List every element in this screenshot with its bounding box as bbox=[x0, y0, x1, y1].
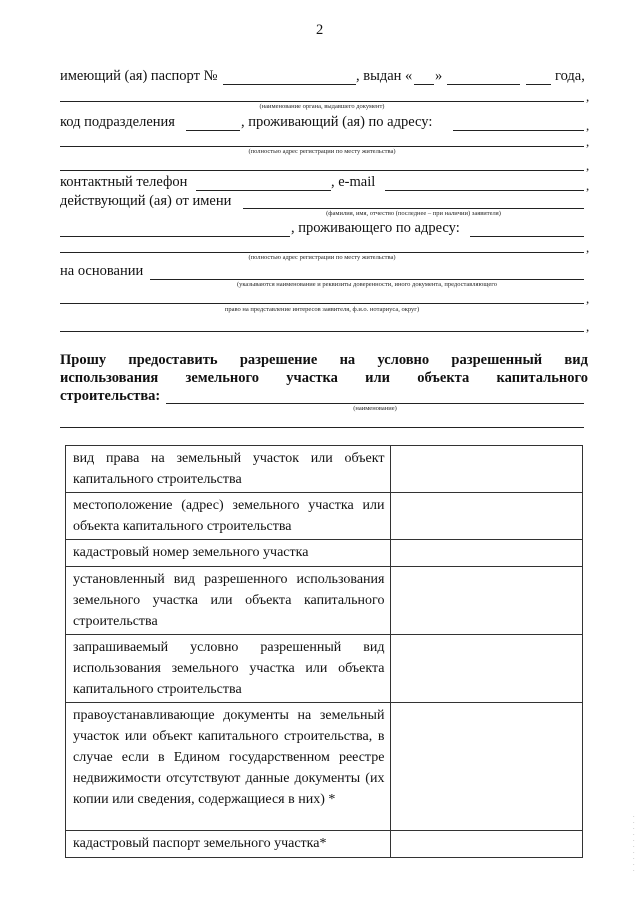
basis-caption-2: право на представление интересов заявителя, ф.и.о. нотариуса, округ) bbox=[224, 306, 420, 313]
division-code-field[interactable] bbox=[186, 130, 240, 131]
applicant-address-field-2[interactable] bbox=[60, 252, 584, 253]
basis-label: на основании bbox=[60, 263, 144, 279]
address2-caption: (полностью адрес регистрации по месту жительства) bbox=[248, 254, 396, 261]
request-word: использования bbox=[60, 370, 159, 386]
comma: , bbox=[586, 178, 590, 193]
comma: , bbox=[586, 118, 590, 133]
object-name-caption: (наименование) bbox=[353, 405, 397, 412]
table-label-cell bbox=[66, 703, 391, 831]
applicant-name-field[interactable] bbox=[243, 208, 584, 209]
table-label-cell bbox=[66, 831, 391, 858]
request-word: вид bbox=[564, 352, 588, 368]
comma: , bbox=[586, 319, 590, 334]
residing2-label: , проживающего по адресу: bbox=[291, 220, 460, 236]
basis-field-1[interactable] bbox=[150, 279, 584, 280]
request-word: объекта bbox=[417, 370, 470, 386]
table-row bbox=[66, 635, 583, 703]
quote-close: » bbox=[435, 68, 443, 84]
table-label-cell bbox=[66, 446, 391, 493]
table-row bbox=[66, 567, 583, 635]
request-word: капитального bbox=[496, 370, 588, 386]
object-name-field[interactable] bbox=[166, 403, 584, 404]
table-label-cell bbox=[66, 635, 391, 703]
request-word: предоставить bbox=[128, 352, 218, 368]
passport-label: имеющий (ая) паспорт № bbox=[60, 68, 218, 84]
table-row bbox=[66, 703, 583, 831]
request-word: участка bbox=[286, 370, 338, 386]
request-word: или bbox=[365, 370, 391, 386]
address-caption: (полностью адрес регистрации по месту жительства) bbox=[248, 148, 396, 155]
comma: , bbox=[586, 89, 590, 104]
comma: , bbox=[586, 291, 590, 306]
applicant-name-field-2[interactable] bbox=[60, 236, 290, 237]
table-value-cell[interactable] bbox=[391, 703, 583, 831]
request-line-2 bbox=[60, 370, 588, 387]
request-word: условно bbox=[377, 352, 430, 368]
division-code-label: код подразделения bbox=[60, 114, 175, 130]
email-label: , e-mail bbox=[331, 174, 376, 190]
basis-caption-1: (указываются наименование и реквизиты доверенности, иного документа, предоставляющего bbox=[236, 281, 498, 288]
residing-label: , проживающий (ая) по адресу: bbox=[241, 114, 433, 130]
table-value-cell[interactable] bbox=[391, 540, 583, 567]
request-word: разрешение bbox=[239, 352, 318, 368]
basis-field-2[interactable] bbox=[60, 303, 584, 304]
address-field-2[interactable] bbox=[60, 146, 584, 147]
year-suffix: года, bbox=[555, 68, 585, 84]
table-row bbox=[66, 540, 583, 567]
issuer-caption: (наименование органа, выдавшего документ) bbox=[259, 103, 385, 110]
row-label: запрашиваемый условно разрешенный вид использования земельного участка или объекта капитального строительства bbox=[73, 640, 385, 697]
row-label: правоустанавливающие документы на земельный участок или объект капитального строительства, в случае если в Едином государственном реестре недвижимости отсутствуют данные документы (их копии или сведения, содержащиеся в них) * bbox=[73, 708, 385, 807]
table-row bbox=[66, 831, 583, 858]
request-word: земельного bbox=[185, 370, 260, 386]
issued-month-field[interactable] bbox=[447, 84, 520, 85]
address-field-3[interactable] bbox=[60, 170, 584, 171]
object-name-field-2[interactable] bbox=[60, 427, 584, 428]
row-label: установленный вид разрешенного использования земельного участка или объекта капитального строительства bbox=[73, 572, 385, 629]
issuer-field[interactable] bbox=[60, 101, 584, 102]
table-value-cell[interactable] bbox=[391, 446, 583, 493]
issued-day-field[interactable] bbox=[414, 84, 434, 85]
table-row bbox=[66, 493, 583, 540]
table-value-cell[interactable] bbox=[391, 831, 583, 858]
row-label: кадастровый паспорт земельного участка* bbox=[73, 836, 327, 851]
applicant-address-field-1[interactable] bbox=[470, 236, 584, 237]
issued-year-field[interactable] bbox=[526, 84, 551, 85]
request-word: Прошу bbox=[60, 352, 107, 368]
table-row bbox=[66, 446, 583, 493]
email-field[interactable] bbox=[385, 190, 584, 191]
phone-field[interactable] bbox=[196, 190, 331, 191]
phone-label: контактный телефон bbox=[60, 174, 188, 190]
comma: , bbox=[586, 158, 590, 173]
applicant-caption: (фамилия, имя, отчество (последнее – при наличии) заявителя) bbox=[326, 210, 501, 217]
row-label: вид права на земельный участок или объект капитального строительства bbox=[73, 451, 385, 487]
request-word: на bbox=[339, 352, 356, 368]
row-label: кадастровый номер земельного участка bbox=[73, 545, 309, 560]
table-value-cell[interactable] bbox=[391, 567, 583, 635]
table-label-cell bbox=[66, 567, 391, 635]
application-table bbox=[65, 445, 583, 858]
request-line-3: строительства: bbox=[60, 388, 161, 404]
basis-field-3[interactable] bbox=[60, 331, 584, 332]
table-value-cell[interactable] bbox=[391, 635, 583, 703]
scan-marks: · · · · · · · · · · bbox=[633, 815, 635, 874]
table-label-cell bbox=[66, 493, 391, 540]
request-word: разрешенный bbox=[451, 352, 543, 368]
page-number: 2 bbox=[316, 22, 324, 38]
request-line-1 bbox=[60, 352, 588, 369]
comma: , bbox=[586, 134, 590, 149]
issued-label: , выдан « bbox=[356, 68, 413, 84]
address-field-1[interactable] bbox=[453, 130, 584, 131]
passport-number-field[interactable] bbox=[223, 84, 356, 85]
table-label-cell bbox=[66, 540, 391, 567]
table-value-cell[interactable] bbox=[391, 493, 583, 540]
row-label: местоположение (адрес) земельного участка или объекта капитального строительства bbox=[73, 498, 385, 534]
comma: , bbox=[586, 240, 590, 255]
acting-label: действующий (ая) от имени bbox=[60, 193, 232, 209]
